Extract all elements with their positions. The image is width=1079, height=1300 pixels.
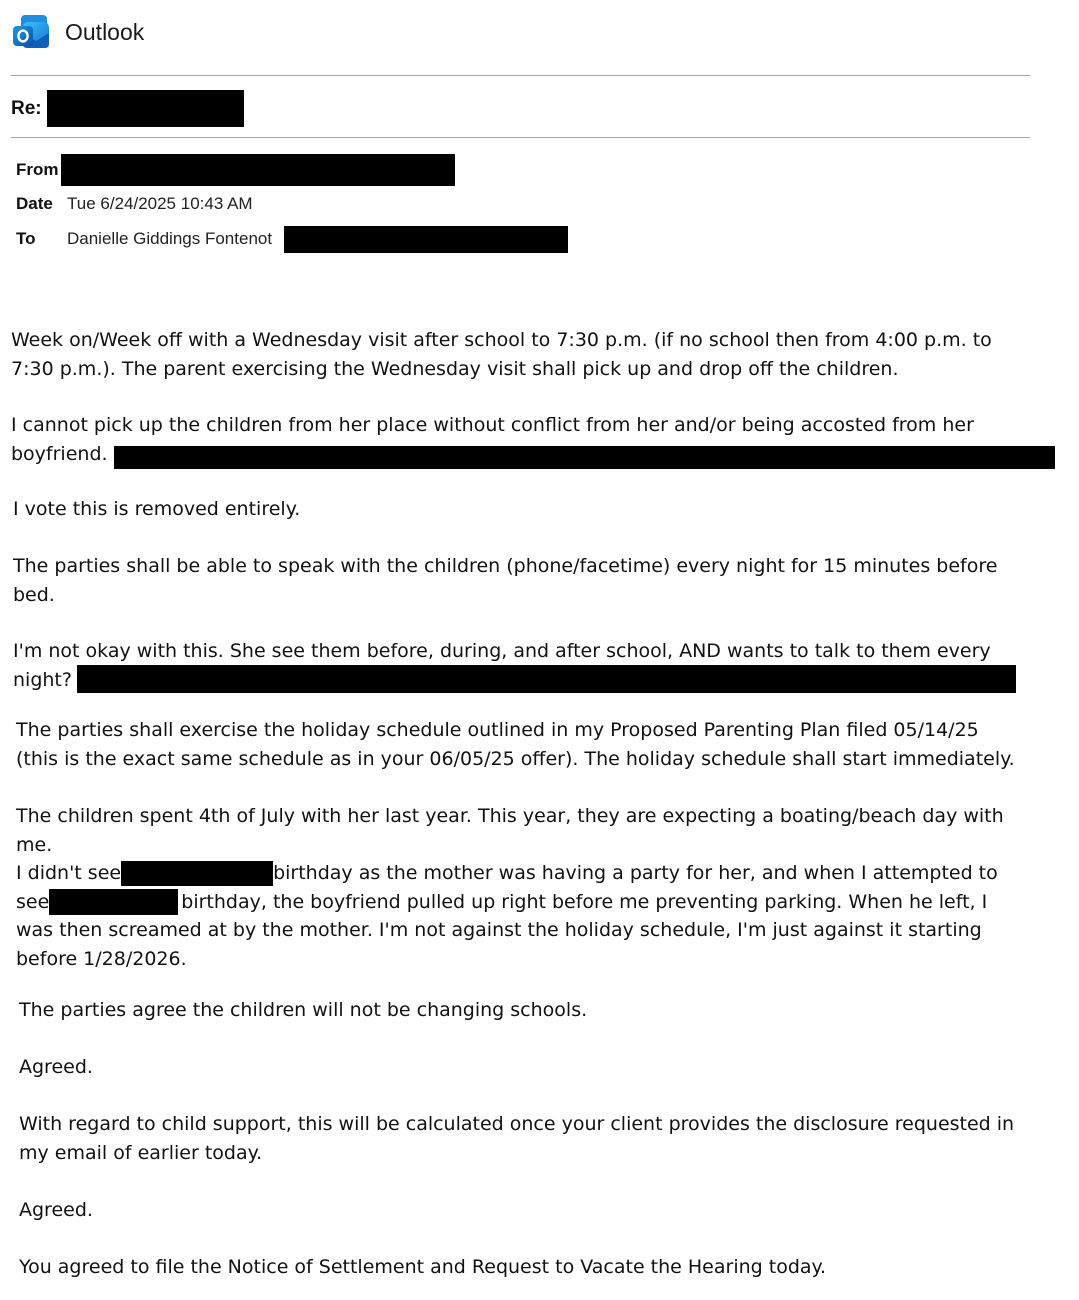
text-line: (this is the exact same schedule as in your 06/05/25 offer). The holiday schedule shall start immediately.: [16, 747, 1015, 770]
text-line: The children spent 4th of July with her last year. This year, they are expecting a boating/beach day with: [16, 805, 1004, 827]
paragraph-child-support: [19, 1110, 1014, 1167]
text-line: my email of earlier today.: [19, 1141, 263, 1164]
text-line: I vote this is removed entirely.: [13, 498, 301, 520]
text-line: before 1/28/2026.: [16, 947, 187, 970]
text-line: The parties shall be able to speak with the children (phone/facetime) every night for 15 minutes before: [13, 555, 998, 577]
redaction-block: [114, 446, 1055, 469]
paragraph-holiday-schedule: [16, 716, 1015, 773]
from-redaction: [61, 154, 455, 186]
text-line: I'm not okay with this. She see them before, during, and after school, AND wants to talk to them every: [13, 640, 991, 662]
text-line: The parties shall exercise the holiday schedule outlined in my Proposed Parenting Plan filed 05/14/25: [16, 719, 979, 741]
text-line: The parties agree the children will not be changing schools.: [19, 999, 588, 1021]
outlook-logo-icon: [12, 13, 50, 51]
paragraph-holiday-objection: [16, 802, 1004, 973]
text-line: I cannot pick up the children from her place without conflict from her and/or being accosted from her: [11, 414, 974, 436]
to-label: To: [16, 229, 36, 248]
text-line: birthday as the mother was having a party for her, and when I attempted to: [273, 862, 998, 884]
paragraph-agreed: [19, 1196, 93, 1225]
text-line: With regard to child support, this will be calculated once your client provides the disclosure requested in: [19, 1113, 1015, 1135]
text-line: birthday, the boyfriend pulled up right before me preventing parking. When he left, I: [181, 890, 988, 913]
text-line: Agreed.: [19, 1056, 93, 1078]
date-label: Date: [16, 194, 53, 213]
text-line: I didn't see: [16, 862, 122, 884]
paragraph-visitation-schedule: [11, 326, 992, 383]
date-value: Tue 6/24/2025 10:43 AM: [67, 194, 253, 213]
to-row: [16, 224, 568, 254]
to-recipient-name[interactable]: Danielle Giddings Fontenot: [67, 229, 273, 248]
text-line: Agreed.: [19, 1199, 93, 1221]
from-label: From: [16, 160, 59, 179]
name-redaction: [49, 889, 178, 915]
text-line: see: [16, 890, 50, 913]
from-row: [16, 154, 455, 186]
paragraph-phone-calls: [13, 552, 997, 609]
to-email-redaction: [284, 226, 568, 253]
text-line: me.: [16, 833, 53, 856]
subject-divider: [11, 137, 1030, 138]
text-line: 7:30 p.m.). The parent exercising the Wednesday visit shall pick up and drop off the children.: [11, 357, 899, 380]
text-line: night?: [13, 668, 72, 691]
paragraph-agreed: [19, 1053, 93, 1082]
subject-line: [11, 90, 244, 127]
redaction-block: [77, 665, 1016, 693]
text-line: boyfriend.: [11, 442, 108, 465]
name-redaction: [121, 861, 273, 886]
paragraph-vote-removed: [13, 495, 300, 524]
date-row: [16, 191, 253, 217]
subject-redaction: [47, 90, 244, 127]
app-header: [12, 14, 144, 50]
paragraph-notice-of-settlement: [19, 1253, 826, 1282]
text-line: You agreed to file the Notice of Settlement and Request to Vacate the Hearing today.: [19, 1256, 827, 1278]
app-title: Outlook: [65, 18, 145, 45]
header-divider: [11, 75, 1030, 76]
text-line: Week on/Week off with a Wednesday visit after school to 7:30 p.m. (if no school then from 4:00 p.m. to: [11, 329, 992, 351]
paragraph-schools: [19, 996, 587, 1025]
subject-prefix: Re:: [11, 97, 42, 119]
text-line: bed.: [13, 583, 55, 606]
text-line: was then screamed at by the mother. I'm not against the holiday schedule, I'm just against it starting: [16, 919, 982, 941]
